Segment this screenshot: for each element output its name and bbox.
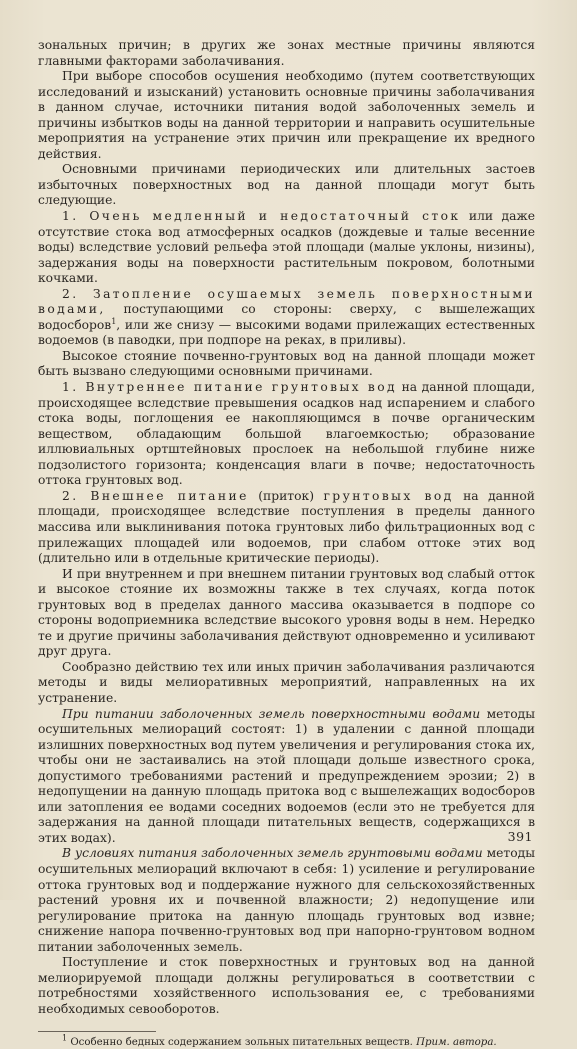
footnote: $^1$ Особенно бедных содержанием зольных питательных веществ. Прим. автора.: [62, 1034, 497, 1049]
paragraph: При питании заболоченных земель поверхностными водами методы осушительных мелиораций состоят: 1) в удалении с данной площади излишних поверхностных вод путем увеличения и регулирования стока их, чтобы они не застаивались на этой площади дольше известного срока, допустимого требованиями растений и предупреждением эрозии; 2) в недопущении на данную площадь притока вод с вышележащих водосборов или затопления ее водами соседних водоемов (если это не требуется для задержания на данной площади питательных веществ, содержащихся в этих водах).: [38, 706, 535, 845]
body-text: [38, 38, 535, 1017]
paragraph: При выборе способов осушения необходимо (путем соответствующих исследований и изысканий) установить основные причины заболачивания в данном случае, источники питания водой заболоченных земель и причины избытков воды на данной территории и направить осушительные мероприятия на устранение этих причин или прекращение их вредного действия.: [38, 69, 535, 161]
page-number: 391: [507, 829, 533, 844]
footnote-ref: 1: [111, 316, 117, 326]
spaced-heading: 1. Очень медленный и недостаточный сток: [62, 209, 461, 224]
paragraph: 1. Внутреннее питание грунтовых вод на данной площади, происходящее вследствие превышения осадков над испарением и слабого стока воды, поглощения ее накопляющимся в почве органическим веществом, обладающим большой влагоемкостью; образование иллювиальных ортштейновых прослоек на небольшой глубине ниже подзолистого горизонта; конденсация влаги в почве; недостаточность оттока грунтовых вод.: [38, 380, 535, 488]
spaced-heading: 1. Внутреннее питание грунтовых вод: [62, 380, 398, 395]
spaced-heading: 2. Затопление осушаемых земель поверхностными водами,: [38, 286, 535, 317]
paragraph: 2. Внешнее питание (приток) грунтовых вод на данной площади, происходящее вследствие поступления в пределы данного массива или выклинивания потока грунтовых либо фильтрационных вод с прилежащих площадей или водоемов, при слабом оттоке этих вод (длительно или в отдельные критические периоды).: [38, 488, 535, 566]
paragraph: И при внутреннем и при внешнем питании грунтовых вод слабый отток и высокое стояние их возможны также в тех случаях, когда поток грунтовых вод в пределах данного массива оказывается в подпоре со стороны водоприемника вследствие высокого уровня воды в нем. Нередко те и другие причины заболачивания действуют одновременно и усиливают друг друга.: [38, 566, 535, 659]
footnote-divider: [38, 1031, 156, 1032]
spaced-heading: грунтовых вод: [323, 488, 454, 503]
paragraph: Основными причинами периодических или длительных застоев избыточных поверхностных вод на данной площади могут быть следующие.: [38, 162, 535, 208]
italic-phrase: В условиях питания заболоченных земель грунтовыми водами: [62, 846, 483, 861]
paragraph: зональных причин; в других же зонах местные причины являются главными факторами заболачивания.: [38, 38, 535, 68]
footnote-attribution: Прим. автора.: [416, 1037, 497, 1049]
paragraph: 2. Затопление осушаемых земель поверхностными водами, поступающими со стороны: сверху, с вышележащих водосборов$^1$, или же снизу — высокими водами прилежащих естественных водоемов (в паводки, при подпоре на реках, в приливы).: [38, 286, 535, 348]
paragraph: Поступление и сток поверхностных и грунтовых вод на данной мелиорируемой площади должны регулироваться в соответствии с потребностями хозяйственного использования ее, с требованиями необходимых севооборотов.: [38, 955, 535, 1016]
paragraph: Высокое стояние почвенно-грунтовых вод на данной площади может быть вызвано следующими основными причинами.: [38, 348, 535, 379]
paragraph: 1. Очень медленный и недостаточный сток или даже отсутствие стока вод атмосферных осадков (дождевые и талые весенние воды) вследствие условий рельефа этой площади (малые уклоны, низины), задержания воды на поверхности растительным покровом, болотными кочками.: [38, 209, 535, 286]
spaced-heading: 2. Внешнее питание: [62, 488, 249, 503]
paragraph: В условиях питания заболоченных земель грунтовыми водами методы осушительных мелиораций включают в себя: 1) усиление и регулирование оттока грунтовых вод и поддержание нужного для сельскохозяйственных растений уровня их и почвенной влажности; 2) недопущение или регулирование притока на данную площадь грунтовых вод извне; снижение напора почвенно-грунтовых вод при напорно-грунтовом водном питании заболоченных земель.: [38, 846, 535, 954]
footnote-marker: 1: [62, 1034, 68, 1044]
italic-phrase: При питании заболоченных земель поверхностными водами: [62, 706, 481, 721]
paragraph: Сообразно действию тех или иных причин заболачивания различаются методы и виды мелиоративных мероприятий, направленных на их устранение.: [38, 659, 535, 705]
